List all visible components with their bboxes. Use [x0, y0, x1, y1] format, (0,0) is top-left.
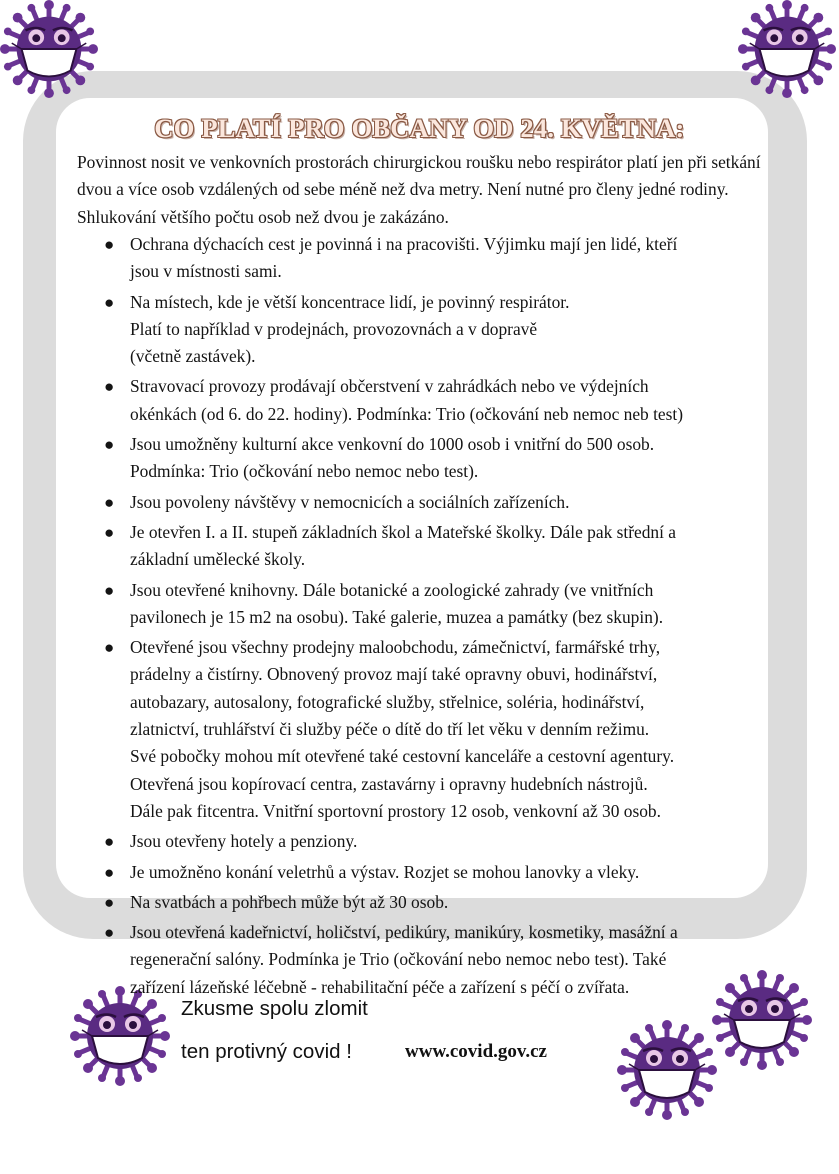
list-item: [104, 489, 794, 516]
list-item-line: autobazary, autosalony, fotografické služby, střelnice, soléria, hodinářství,: [130, 691, 645, 712]
list-item: [104, 231, 794, 286]
bullet-icon: ●: [104, 580, 115, 600]
intro-paragraph: Povinnost nosit ve venkovních prostorách chirurgickou roušku nebo respirátor platí jen při setkání dvou a více osob vzdálených od sebe méně než dva metry. Není nutné pro členy jedné rodiny. Shlukování většího počtu osob než dvou je zakázáno.: [77, 152, 761, 227]
list-item-line: Jsou povoleny návštěvy v nemocnicích a sociálních zařízeních.: [130, 491, 570, 512]
list-item-line: Dále pak fitcentra. Vnitřní sportovní prostory 12 osob, venkovní až 30 osob.: [130, 800, 661, 821]
list-item-line: pavilonech je 15 m2 na osobu). Také galerie, muzea a památky (bez skupin).: [130, 606, 664, 627]
list-item-line: Otevřená jsou kopírovací centra, zastavárny i opravny hudebních nástrojů.: [130, 773, 648, 794]
list-item: [104, 289, 794, 371]
list-item: [104, 634, 794, 825]
list-item-line: Stravovací provozy prodávají občerstvení v zahrádkách nebo ve výdejních: [130, 376, 649, 397]
bullet-icon: ●: [104, 492, 115, 512]
list-item-line: zlatnictví, truhlářství či služby péče o dítě do tří let věku v denním režimu.: [130, 719, 650, 740]
list-item-line: Ochrana dýchacích cest je povinná i na pracovišti. Výjimku mají jen lidé, kteří: [130, 234, 678, 254]
bullet-icon: ●: [104, 923, 115, 943]
bullet-icon: ●: [104, 235, 115, 254]
virus-mascot-icon: [0, 0, 98, 98]
list-item-line: Je otevřen I. a II. stupeň základních škol a Mateřské školky. Dále pak střední a: [130, 521, 677, 542]
list-item-line: Jsou umožněny kulturní akce venkovní do 1000 osob i vnitřní do 500 osob.: [130, 434, 655, 455]
bullet-icon: ●: [104, 892, 115, 912]
list-item-line: Je umožněno konání veletrhů a výstav. Rozjet se mohou lanovky a vleky.: [130, 861, 640, 882]
list-item-line: regenerační salóny. Podmínka je Trio (očkování nebo nemoc nebo test). Také: [130, 949, 667, 970]
list-item-line: prádelny a čistírny. Obnovený provoz mají také opravny obuvi, hodinářství,: [130, 664, 658, 685]
list-item: [104, 431, 794, 486]
virus-mascot-icon: [617, 1020, 717, 1120]
list-item: [104, 519, 794, 574]
list-item: [104, 919, 794, 1001]
list-item-line: (včetně zastávek).: [130, 346, 256, 367]
list-item: [104, 859, 794, 886]
virus-mascot-icon: [738, 0, 836, 98]
list-item-line: Své pobočky mohou mít otevřené také cestovní kanceláře a cestovní agentury.: [130, 746, 675, 767]
slogan-line-1: Zkusme spolu zlomit: [181, 997, 368, 1020]
website-link[interactable]: www.covid.gov.cz: [405, 1041, 547, 1062]
list-item-line: Jsou otevřené knihovny. Dále botanické a zoologické zahrady (ve vnitřních: [130, 579, 654, 600]
list-item-line: Podmínka: Trio (očkování nebo nemoc nebo test).: [130, 461, 479, 482]
list-item: [104, 828, 794, 855]
list-item-line: Jsou otevřeny hotely a penziony.: [130, 831, 358, 852]
bullet-icon: ●: [104, 638, 115, 658]
rules-list: [104, 231, 794, 1004]
bullet-icon: ●: [104, 292, 115, 312]
bullet-icon: ●: [104, 377, 115, 397]
page-title: CO PLATÍ PRO OBČANY OD 24. KVĚTNA:: [154, 113, 685, 143]
list-item-line: okénkách (od 6. do 22. hodiny). Podmínka: Trio (očkování neb nemoc neb test): [130, 403, 684, 424]
list-item-line: jsou v místnosti sami.: [130, 261, 282, 282]
list-item: [104, 889, 794, 916]
bullet-icon: ●: [104, 832, 115, 852]
list-item: [104, 577, 794, 632]
bullet-icon: ●: [104, 862, 115, 882]
list-item: [104, 373, 794, 428]
bullet-icon: ●: [104, 435, 115, 455]
list-item-line: Otevřené jsou všechny prodejny maloobchodu, zámečnictví, farmářské trhy,: [130, 637, 661, 658]
slogan-line-2: ten protivný covid !: [181, 1040, 352, 1063]
list-item-line: Na svatbách a pohřbech může být až 30 osob.: [130, 891, 449, 912]
list-item-line: základní umělecké školy.: [130, 549, 306, 570]
bullet-icon: ●: [104, 522, 115, 542]
list-item-line: Na místech, kde je větší koncentrace lidí, je povinný respirátor.: [130, 291, 570, 312]
list-item-line: Jsou otevřená kadeřnictví, holičství, pedikúry, manikúry, kosmetiky, masážní a: [130, 922, 678, 943]
list-item-line: Platí to například v prodejnách, provozovnách a v dopravě: [130, 318, 538, 339]
list-item-line: zařízení lázeňské léčebně - rehabilitační péče a zařízení s péčí o zvířata.: [130, 976, 630, 997]
